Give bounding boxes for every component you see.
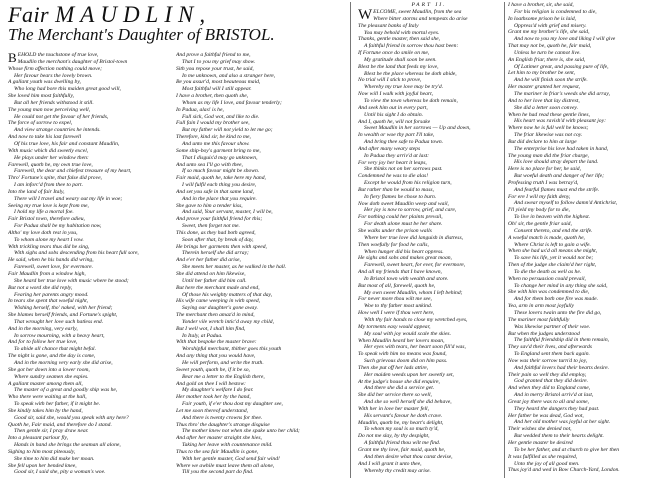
verse-line: The friar likewise was not coy.	[514, 132, 583, 139]
text-column-1	[8, 52, 174, 478]
verse-line: Condemned he was to die alas!	[358, 173, 429, 180]
verse-line: She did attend on him likewise,	[176, 271, 246, 277]
verse-line: But all her friends withstood it still.	[14, 99, 94, 106]
verse-line: Who there were waiting at the hall,	[8, 394, 87, 401]
title-name: MAUDLIN,	[55, 2, 212, 27]
verse-line: Such grievous doom did on him pass.	[364, 358, 448, 365]
verse-line: Sighing to him most piteously,	[8, 448, 76, 455]
verse-line: In wealth or woe thy part I'll take,	[358, 132, 435, 139]
verse-line: Whereby my true love may be try'd.	[364, 84, 444, 91]
verse-line: An English friar, there is, she said,	[508, 56, 586, 63]
verse-line: Then of the judge she claim'd her right,	[508, 262, 597, 269]
verse-line: Fair Bristol town, therefore adieu,	[8, 216, 85, 223]
verse-line: Now was their sorrow turn'd to joy,	[508, 357, 588, 364]
verse-line: To die the death as well as he.	[514, 268, 582, 275]
verse-line: She heard her true love with music where he stood;	[14, 277, 129, 284]
verse-line: And in merry Bristol arriv'd at last,	[514, 392, 594, 399]
verse-line: In tears she spent that woeful night,	[8, 298, 89, 305]
verse-line: A gallant youth was dwelling by,	[8, 79, 81, 86]
verse-line: For never more thou wilt me see,	[358, 296, 432, 303]
verse-line: Fearing her parents angry mood.	[14, 291, 89, 298]
verse-line: Thanks, gentle master, then said she,	[358, 36, 441, 43]
verse-line: When he had read these gentle lines,	[508, 111, 590, 118]
verse-line: Now will I walk with joyful heart,	[358, 91, 434, 98]
verse-line: Woe to thy father most unkind.	[364, 303, 433, 310]
verse-line: Till you the second part do find.	[182, 469, 254, 476]
verse-line: Blest be the place whereas he doth abide,	[364, 70, 457, 77]
verse-line: There will I travel and weary out my life in woe;	[14, 195, 123, 202]
verse-line: Farewell, quoth he, my own true love,	[8, 161, 93, 168]
verse-line: For very joy her heart it leaps,	[358, 159, 427, 166]
verse-line: Of those his weighty matters of that day,	[182, 291, 273, 298]
verse-line: He will perform, and write the truth.	[182, 359, 264, 366]
verse-line: But I well wot, I shall him find,	[176, 325, 246, 332]
verse-line: He sighs and sobs and makes great moan,	[358, 255, 452, 262]
verse-line: And there is twenty crowns for thee.	[182, 414, 263, 421]
verse-line: Thus to the sea fair Maudlin is gone,	[176, 448, 259, 455]
verse-line: To England sent them back again.	[514, 351, 590, 358]
verse-line: Her favour bears the lovely brown.	[14, 72, 93, 79]
verse-line: And gold on thee I will bestow:	[176, 380, 246, 387]
verse-line: And said, Your servant, master, I will be,	[182, 209, 273, 216]
verse-line: Good sir, said she, would you speak with any here?	[14, 414, 129, 421]
verse-line: Some ship-boy's garment bring to me,	[176, 147, 261, 154]
verse-line: Taking her leave with countenance mild.	[182, 442, 273, 449]
verse-line: And prove your faithful friend for this;	[176, 216, 263, 223]
verse-line: But here the merchant made and end,	[176, 284, 260, 291]
verse-line: At the judge's house she did enquire,	[358, 378, 440, 385]
verse-line: Soon after that, by break of day,	[182, 236, 254, 243]
verse-line: Quoth he, Fair maid, and therefore do I stand.	[8, 421, 112, 428]
verse-line: When no persuasion could prevail,	[508, 275, 586, 282]
verse-line: Let me soon thereof understand,	[176, 407, 249, 414]
verse-line: That I to you my grief may show.	[182, 58, 256, 65]
verse-line: Until her father did him call.	[182, 277, 247, 284]
verse-line: ELCOME, sweet Maudlin, from the sea	[373, 9, 462, 15]
verse-line: Therein herself she did array;	[182, 250, 249, 257]
column-divider	[350, 2, 351, 478]
verse-line: Great joy there was to all and some,	[508, 398, 589, 405]
verse-line: Thro' Fortune's spite, that false did prove,	[8, 175, 102, 182]
verse-line: And he will finish soon the strife.	[514, 77, 588, 84]
verse-line: To abide all chance that might befal.	[14, 346, 96, 353]
verse-line: And unto me this favour show.	[182, 140, 250, 147]
verse-line: A faithful friend thou wilt me find.	[364, 440, 441, 447]
verse-line: To save his life, yet it would not be;	[514, 255, 594, 262]
verse-line: But most of all, farewell, quoth he,	[358, 282, 436, 289]
verse-line: The faithful friendship did in them remain,	[514, 337, 610, 344]
verse-line: To live in heaven with the highest.	[514, 214, 591, 221]
verse-line: Oppress'd with grief and misery.	[514, 22, 587, 29]
verse-line: With music which did sweetly excel,	[8, 147, 89, 154]
verse-line: Of his true love, his fair and constant Maudlin,	[14, 140, 120, 147]
verse-line: And in the morning, very early,	[8, 325, 78, 332]
verse-line: Where bitter storms and tempests do arise	[373, 15, 468, 22]
verse-line: But did declare to him at large	[508, 138, 577, 145]
verse-line: That wrought her love such hatless end.	[14, 318, 104, 325]
verse-line: Where her true love did languish in distress,	[364, 234, 464, 241]
drop-cap: W	[358, 7, 373, 23]
verse-line: I have a brother, sir, she said,	[508, 2, 574, 8]
verse-line: Here is no place for her, he said,	[508, 166, 581, 173]
verse-line: She kindly takes him by the hand,	[8, 407, 83, 414]
verse-line: Maudlin, quoth he, my heart's delight,	[358, 419, 444, 426]
verse-line: With her gentle master, God send fair wind!	[182, 455, 280, 462]
verse-line: And in the place that you require.	[182, 195, 257, 202]
verse-line: Consent thereto, and end the strife.	[514, 227, 593, 234]
verse-line: For Padua shall be my habitation now,	[14, 223, 102, 230]
verse-line: My daughter's welfare I do fear.	[182, 387, 254, 394]
verse-line: The mariner most faithfully	[508, 316, 570, 323]
verse-line: She fell upon her bended knee,	[8, 462, 77, 469]
verse-line: Except he would from his religion turn,	[364, 180, 452, 187]
verse-line: Therefore, kind sir, be kind to me,	[176, 134, 251, 141]
verse-line: To speak with him no means was found,	[358, 351, 447, 358]
verse-line: No trial will I stick to prove,	[358, 77, 422, 84]
verse-line: EHOLD the touchstone of true love,	[17, 52, 99, 58]
verse-line: His heart was ravish'd with pleasant joy:	[514, 118, 606, 125]
verse-line: Most faithful will I still appear.	[182, 86, 252, 93]
verse-line: Sith you repose your trust, he said,	[176, 65, 254, 72]
verse-line: And I, quoth he, will not forsake	[358, 118, 431, 125]
text-column-2	[176, 52, 342, 478]
verse-line: My torments easy would appear,	[358, 323, 431, 330]
verse-line: I have a brother, then quoth she,	[176, 93, 249, 100]
verse-line: And all my friends that I have known,	[358, 269, 442, 276]
verse-line: And any thing that you would have,	[176, 353, 256, 360]
verse-line: Whereby thy credit may arise.	[364, 467, 431, 474]
verse-line: Seeing my true love is kept from me,	[8, 202, 89, 209]
verse-line: If so much favour might be shown.	[182, 168, 260, 175]
verse-line: If Fortune once do smile on me,	[358, 50, 430, 57]
verse-line: Full fain I would my brother see,	[176, 120, 250, 127]
verse-line: In sorrow mourning, with a heavy heart,	[14, 332, 105, 339]
verse-line: For his religion is condemned to die,	[514, 8, 597, 15]
verse-line: Until his sight I do obtain.	[364, 111, 424, 118]
verse-line: In me unknown, and also a stranger here,	[182, 72, 276, 79]
verse-line: In Bristol town with wealth and store.	[364, 275, 449, 282]
verse-line: This done, as they had both agreed,	[176, 229, 256, 236]
verse-line: The merchant then amaz'd in mind,	[176, 312, 255, 319]
text-column-4	[508, 2, 656, 478]
verse-line: He could not get the favour of her friends,	[14, 113, 109, 120]
column-divider	[504, 2, 505, 478]
verse-line: I hold my life a mortal foe.	[14, 209, 74, 216]
verse-line: His love should stray depart the land.	[514, 159, 599, 166]
verse-line: She time to him did make her moan.	[14, 455, 95, 462]
verse-line: Then woefully for food he calls,	[358, 241, 429, 248]
verse-line: I am inforc'd from thee to part.	[14, 182, 83, 189]
verse-line: Into the land of fair Italy,	[8, 188, 65, 195]
verse-line: Do not me slay, by thy despight,	[358, 433, 430, 440]
verse-line: Where we awhile must leave them all alone,	[176, 462, 275, 469]
verse-line: Sweet youth, quoth he, if it be so,	[176, 366, 250, 373]
verse-line: Hands in hand she brings the seaman all alone,	[14, 442, 121, 449]
verse-line: And when they did to England come,	[508, 385, 591, 392]
verse-line: Her maiden weeds upon her sweetly set,	[364, 371, 454, 378]
verse-line: God granted that they did desire.	[514, 378, 589, 385]
verse-line: And then desire what thou canst devise,	[364, 453, 453, 460]
verse-line: In Padua they arriv'd at last:	[364, 152, 430, 159]
verse-line: Whose firm affection nothing could move;	[8, 65, 102, 72]
verse-line: Full sick, God wot, and like to die.	[182, 113, 260, 120]
verse-line: Farewell, sweet love, for evermore.	[14, 264, 93, 271]
verse-line: Saying our daughter's gone away.	[182, 305, 258, 312]
verse-line: Blest be the land that feeds my love,	[358, 63, 439, 70]
text-column-3	[358, 2, 500, 478]
verse-line: With trickling tears thus did he sing,	[8, 243, 90, 250]
verse-line: Maudlin the merchant's daughter of Bristol-town	[17, 58, 128, 65]
verse-line: To change her mind in any thing she said,	[514, 282, 608, 289]
verse-line: Yea, arm in arm most joyfully	[508, 303, 574, 310]
verse-line: And set you safe in that same land,	[176, 188, 254, 195]
verse-line: Altho' my love doth rest in you,	[8, 229, 78, 236]
verse-line: But rather than he would to mass,	[358, 186, 434, 193]
verse-line: Professing truth I was betray'd,	[508, 179, 579, 186]
verse-line: When she had us'd all means she might,	[508, 248, 598, 255]
verse-line: Oh! sir, the gentle friar said,	[508, 221, 572, 227]
verse-line: The mother knew not when she spake unto her child;	[182, 428, 300, 435]
verse-line: And for them both one fire was made.	[514, 296, 599, 303]
verse-line: Unto the joy of all good men.	[514, 460, 580, 467]
verse-line: A woeful match is made, quoth he,	[508, 234, 585, 241]
verse-line: And after her master straight she hies,	[176, 435, 262, 442]
verse-line: My soul with joy would scale the skies.	[364, 330, 452, 337]
verse-line: To be her father, and at church to give her then	[514, 446, 620, 453]
verse-line: I will fulfil each thing you desire,	[182, 182, 257, 189]
verse-line: Her gentle master he desired	[508, 440, 573, 446]
verse-line: And e'er her father did arise,	[176, 257, 241, 264]
verse-line: And unto sea I'll go with thee,	[176, 161, 243, 168]
verse-line: And bring thee safe to Padua town.	[364, 139, 444, 146]
verse-line: Was likewise partner of their woe.	[514, 323, 591, 330]
verse-line: She with him was condemned to die,	[508, 289, 590, 296]
verse-line: Whom as my life I love, and favour tenderly;	[182, 99, 282, 106]
verse-line: Good sir, I said she, pity a woman's woe.	[14, 469, 106, 476]
verse-line: She loved him most faithfully,	[8, 93, 75, 100]
verse-line: Sweet, then forget not me.	[182, 223, 240, 230]
verse-line: Be you assur'd, most beauteous maid,	[176, 79, 261, 86]
verse-line: Now doth sweet Maudlin weep and wail,	[358, 200, 449, 207]
verse-line: And to her love that lay distrest,	[508, 97, 580, 104]
verse-line: Unless he turn he cannot live.	[514, 49, 581, 56]
verse-line: The young man did the friar charge,	[508, 152, 590, 159]
verse-line: How well I were if thou wert here,	[358, 310, 435, 317]
verse-line: Her joy is now to sorrow, grief, and care,	[364, 207, 457, 214]
verse-line: You may behold with mortal eyes.	[364, 29, 440, 36]
verse-line: In fiery flames he chose to burn.	[364, 193, 437, 200]
verse-line: His wife came weeping in with speed,	[176, 298, 261, 305]
verse-line: For death alone must be her share.	[364, 221, 443, 228]
verse-line: My own sweet Maudlin, whom I left behind;	[364, 289, 463, 296]
verse-line: Their wishes she denied not,	[508, 426, 572, 433]
verse-line: Then gentle sir, I pray draw near.	[14, 428, 89, 435]
verse-line: And prove a faithful friend to me,	[176, 52, 251, 58]
verse-line: But when the judges understood	[508, 330, 580, 337]
verse-line: To whom alone my heart I vow.	[14, 236, 84, 243]
verse-line: She meets her master, as he walked in the hall.	[182, 264, 287, 271]
verse-line: The mariner in friar's weeds she did array,	[514, 90, 610, 97]
verse-line: And there she did a service get.	[364, 385, 435, 392]
verse-line: He said, when he his hands did wring,	[8, 257, 94, 264]
verse-line: Fair maid, quoth he, take here my hand,	[176, 175, 266, 182]
verse-line: His servant's favour he doth crave.	[364, 412, 443, 419]
verse-line: Their pain so well they did employ,	[508, 371, 587, 378]
verse-line: The enterprise his love had taken in hand,	[514, 145, 609, 152]
verse-line: When hunger did his heart oppress.	[364, 248, 444, 255]
verse-line: Her master granted her request,	[508, 84, 581, 91]
verse-line: Who long had bore this maiden great good will,	[14, 86, 121, 93]
verse-line: I'll yield my body for to die,	[508, 207, 570, 214]
verse-line: With that bespoke the master brave:	[176, 339, 257, 346]
verse-line: Fair Maudlin from a window high,	[8, 271, 86, 277]
ballad-subtitle: The Merchant's Daughter of BRISTOL.	[8, 25, 275, 44]
verse-line: And her old mother was joyful at her sight.	[514, 419, 611, 426]
verse-line: She did a letter soon convey.	[514, 104, 579, 111]
verse-line: For nothing could her plaints prevail,	[358, 214, 443, 221]
verse-line: The master of a great and goodly ship was he,	[14, 387, 118, 394]
verse-line: She gave to him a tender kiss,	[176, 202, 243, 209]
verse-line: And she so well herself she did behave,	[364, 399, 452, 406]
verse-line: Farewell, sweet heart, for ever, for evermore,	[364, 262, 466, 269]
verse-line: But woeful death and danger of her life;	[514, 173, 604, 180]
verse-line: He brings her garments then with speed,	[176, 243, 267, 250]
verse-line: A gallant master among them all,	[8, 380, 83, 387]
verse-line: My gratitude shall soon be seen.	[364, 56, 437, 63]
verse-line: Where Christ is left to gain a wife.	[514, 241, 591, 248]
verse-line: The pleasant banks of Italy	[358, 22, 419, 29]
verse-line: And seek him out in every part,	[358, 104, 428, 111]
verse-line: To speak with her father, if it might be.	[14, 401, 101, 408]
part-two-heading: PART II.	[411, 2, 447, 8]
verse-line: Worshipful merchant, thither goes this youth	[182, 346, 282, 353]
verse-line: He plays under her window then:	[14, 154, 89, 161]
verse-line: To view the town whereas he doth remain,	[364, 97, 458, 104]
verse-line: With thy fair hands to close my wretched eyes,	[364, 316, 468, 323]
verse-line: But not a word she did reply,	[8, 284, 73, 291]
verse-line: And now to you my love and liking I will give	[514, 36, 616, 43]
verse-line: And after many weary steps	[358, 145, 421, 152]
verse-line: She walks under the prison walls	[358, 228, 432, 234]
verse-line: And now to take his last farewell	[8, 134, 82, 141]
verse-line: She did her service there so well,	[358, 392, 432, 399]
verse-line: She blames herself friends, and Fortune's spight,	[8, 312, 118, 319]
verse-line: Bear me a letter to the English there,	[182, 373, 265, 380]
verse-line: Of Latimer great, and passing pure of life,	[514, 63, 609, 70]
verse-line: But my father will not yield to let me go;	[182, 127, 273, 134]
verse-line: That may not be, quoth he, fair maid,	[508, 43, 592, 50]
verse-line: Grant me thy love, fair maid, quoth he,	[358, 447, 446, 453]
drop-cap: B	[8, 52, 17, 65]
verse-line: In Italy, at Padua.	[182, 332, 223, 339]
ballad-title	[8, 4, 338, 26]
verse-line: When Maudlin heard her lovers moan,	[358, 337, 445, 344]
verse-line: Then she put off her lads attire,	[358, 364, 429, 371]
verse-line: And in the morning very early she did arise,	[14, 359, 113, 366]
verse-line: And view strange countries he intends.	[14, 127, 101, 134]
verse-line: With her in love her master fell,	[358, 405, 429, 412]
verse-line: They heard the dangers they had past.	[514, 405, 600, 412]
verse-line: Into a pleasant parlour fly,	[8, 435, 69, 442]
verse-line: Fair youth, if e'er thou dost my daughter see,	[182, 401, 283, 408]
verse-line: For ere I will my faith deny,	[508, 193, 571, 200]
verse-line: In loathsome prison he is laid,	[508, 15, 577, 22]
verse-line: Let him to my brother be sent,	[508, 70, 576, 77]
verse-line: Thus thro' the daughter's strange disguise	[176, 421, 270, 428]
verse-line: With sighs and sobs descending from his heart full sore,	[14, 250, 139, 257]
verse-line: She thinks not on her sorrows past.	[364, 166, 443, 173]
verse-line: Where sundry seamen she espies.	[14, 373, 89, 380]
verse-line: And faithful lovers had their hearts desire.	[514, 364, 610, 371]
verse-line: And swear myself to follow damn'd Antichrist,	[514, 200, 618, 207]
title-prefix: Fair	[8, 2, 50, 27]
verse-line: Her mother took her by the hand,	[176, 394, 251, 401]
verse-line: A faithful friend in sorrow thou hast been:	[364, 43, 459, 50]
verse-line: Her eyes with tears, her heart soon fill'd was,	[364, 344, 466, 351]
verse-line: The young man now perceiving well,	[8, 106, 91, 113]
verse-line: Sweet Maudlin in her sorrows — Up and down,	[364, 125, 471, 132]
verse-line: Wishing herself, tho' naked, with her friend;	[14, 305, 113, 312]
verse-line: The force of sorrow to expel,	[8, 120, 73, 127]
verse-line: To whom my soul is so much ty'd,	[364, 426, 439, 433]
verse-line: And I will grant it unto thee,	[358, 460, 422, 467]
verse-line: That I disguis'd may go unknown,	[182, 154, 258, 161]
verse-line: Farewell, the dear and chiefest treasure of my heart,	[14, 168, 132, 175]
verse-line: Yonder vile wretch intic'd away my child,	[182, 318, 274, 325]
verse-line: Where now he is full well he knows;	[508, 125, 589, 132]
verse-line: But wedded them to their hearts delight.	[514, 433, 604, 440]
verse-line: In Padua, alas! is he,	[176, 106, 224, 113]
verse-line: It was fulfilled as she required,	[508, 453, 578, 460]
verse-line: These lovers twain unto the fire did go,	[514, 309, 602, 316]
verse-line: The night is gone, and the day is come,	[8, 353, 96, 360]
verse-line: Thus joy'd and wed in Bow Church-Yard, London.	[508, 467, 620, 474]
verse-line: And for to follow her true love,	[8, 339, 78, 346]
verse-line: They sav'd their lives, and afterwards	[508, 344, 592, 351]
verse-line: And fearful flames must end the strife.	[514, 186, 600, 193]
verse-line: Grant me my brother's life, she said,	[508, 29, 590, 36]
verse-line: She got her down into a lower room,	[8, 366, 90, 373]
verse-line: Her father he was dead, God wot,	[508, 412, 584, 419]
